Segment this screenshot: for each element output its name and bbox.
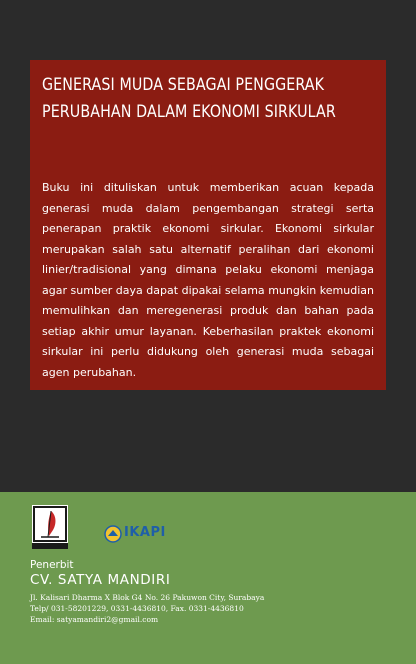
ikapi-emblem-icon (104, 525, 122, 543)
book-title-line-2: PERUBAHAN DALAM EKONOMI SIRKULAR (42, 102, 336, 122)
publisher-name: CV. SATYA MANDIRI (30, 572, 171, 588)
book-quill-icon (28, 503, 72, 551)
email-line: Email: satyamandiri2@gmail.com (30, 615, 159, 624)
book-title (42, 72, 336, 126)
address-line: Jl. Kalisari Dharma X Blok G4 No. 26 Pakuwon City, Surabaya (30, 593, 265, 602)
publisher-footer (0, 492, 416, 664)
publisher-label: Penerbit (30, 559, 74, 571)
phone-line: Telp/ 031-58201229, 0331-4436810, Fax. 0331-4436810 (30, 604, 244, 613)
ikapi-logo-text: IKAPI (124, 525, 166, 540)
book-title-line-1: GENERASI MUDA SEBAGAI PENGGERAK (42, 75, 325, 95)
ikapi-logo (104, 524, 178, 546)
publisher-address (30, 592, 290, 625)
title-panel (30, 60, 386, 390)
book-blurb: Buku ini dituliskan untuk memberikan acuan kepada generasi muda dalam pengembangan strategi serta penerapan praktik ekonomi sirkular. Ekonomi sirkular merupakan salah satu alternatif peralihan dari ekonomi linier/tradisional yang dimana pelaku ekonomi menjaga agar sumber daya dapat dipakai selama mungkin kemudian memulihkan dan meregenerasi produk dan bahan pada setiap akhir umur layanan. Keberhasilan praktek ekonomi sirkular ini perlu didukung oleh generasi muda sebagai agen perubahan. (42, 181, 374, 379)
